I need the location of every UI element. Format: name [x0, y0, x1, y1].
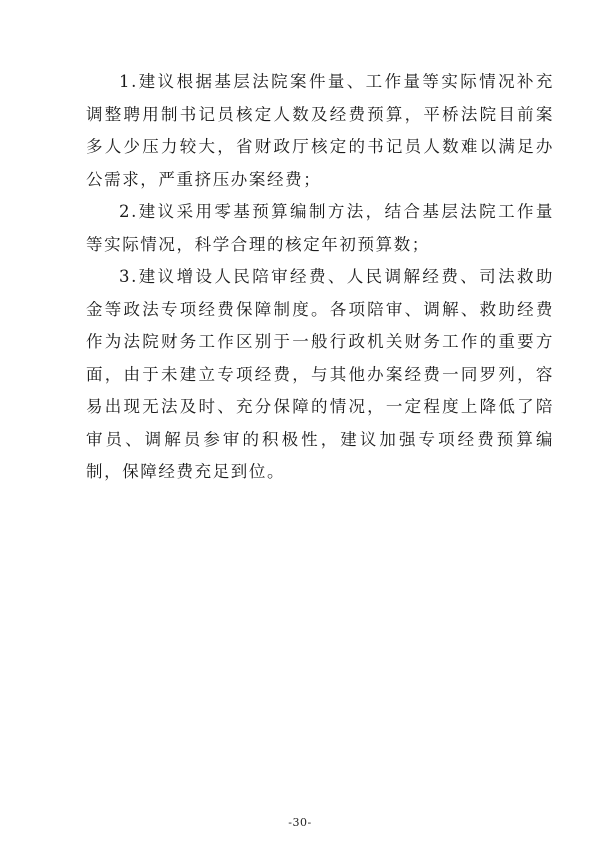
- paragraph-recommendation-3: 3.建议增设人民陪审经费、人民调解经费、司法救助金等政法专项经费保障制度。各项陪审、调解、救助经费作为法院财务工作区别于一般行政机关财务工作的重要方面，由于未建立专项经费，与其他办案经费一同罗列，容易出现无法及时、充分保障的情况，一定程度上降低了陪审员、调解员参审的积极性，建议加强专项经费预算编制，保障经费充足到位。: [86, 267, 554, 481]
- document-body: [86, 66, 554, 489]
- page-number: -30-: [288, 816, 312, 829]
- paragraph-recommendation-2: 2.建议采用零基预算编制方法，结合基层法院工作量等实际情况，科学合理的核定年初预算数；: [86, 202, 554, 254]
- paragraph-recommendation-1: 1.建议根据基层法院案件量、工作量等实际情况补充调整聘用制书记员核定人数及经费预算，平桥法院目前案多人少压力较大，省财政厅核定的书记员人数难以满足办公需求，严重挤压办案经费；: [86, 72, 554, 189]
